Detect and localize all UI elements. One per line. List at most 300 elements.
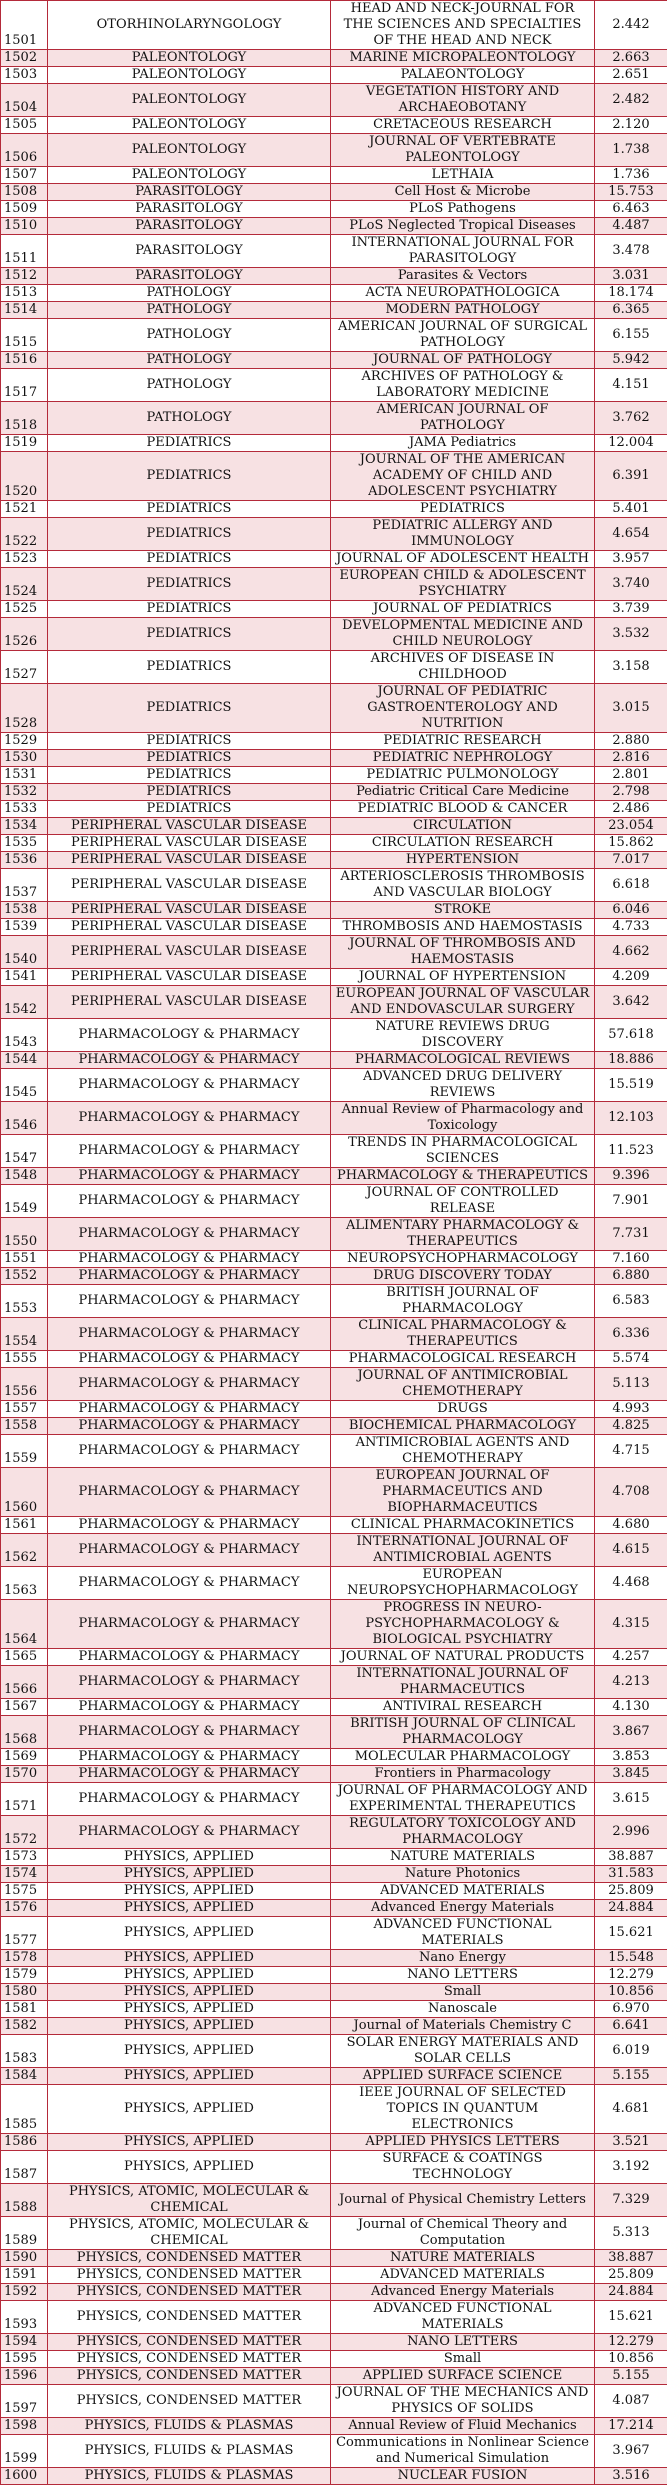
journal-name-cell: PEDIATRIC PULMONOLOGY [331, 767, 595, 784]
table-row [1, 218, 667, 235]
category-cell: PEDIATRICS [48, 750, 331, 767]
table-row [1, 2250, 667, 2267]
rank-cell: 1524 [1, 568, 48, 601]
rank-cell: 1591 [1, 2267, 48, 2284]
rank-cell: 1547 [1, 1135, 48, 1168]
table-row [1, 2184, 667, 2217]
rank-cell: 1523 [1, 551, 48, 568]
journal-name-cell: NANO LETTERS [331, 2334, 595, 2351]
table-row [1, 452, 667, 501]
rank-cell: 1531 [1, 767, 48, 784]
journal-name-cell: JOURNAL OF HYPERTENSION [331, 969, 595, 986]
rank-cell: 1516 [1, 352, 48, 369]
rank-cell: 1564 [1, 1600, 48, 1649]
rank-cell: 1510 [1, 218, 48, 235]
impact-factor-cell: 2.442 [595, 1, 667, 50]
journal-name-cell: JOURNAL OF PEDIATRICS [331, 601, 595, 618]
table-row [1, 601, 667, 618]
table-row [1, 2217, 667, 2250]
impact-factor-cell: 4.487 [595, 218, 667, 235]
rank-cell: 1548 [1, 1168, 48, 1185]
category-cell: PHARMACOLOGY & PHARMACY [48, 1168, 331, 1185]
table-row [1, 1600, 667, 1649]
table-row [1, 1168, 667, 1185]
table-row [1, 986, 667, 1019]
impact-factor-cell: 4.151 [595, 369, 667, 402]
journal-name-cell: ADVANCED MATERIALS [331, 2267, 595, 2284]
table-row [1, 2151, 667, 2184]
table-row [1, 117, 667, 134]
category-cell: PALEONTOLOGY [48, 84, 331, 117]
rank-cell: 1515 [1, 319, 48, 352]
journal-name-cell: PALAEONTOLOGY [331, 67, 595, 84]
table-row [1, 1967, 667, 1984]
category-cell: PHARMACOLOGY & PHARMACY [48, 1749, 331, 1766]
impact-factor-cell: 3.478 [595, 235, 667, 268]
impact-factor-cell: 10.856 [595, 1984, 667, 2001]
journal-name-cell: PEDIATRICS [331, 501, 595, 518]
impact-factor-cell: 3.015 [595, 684, 667, 733]
impact-factor-cell: 38.887 [595, 1849, 667, 1866]
impact-factor-cell: 7.731 [595, 1218, 667, 1251]
table-row [1, 784, 667, 801]
journal-name-cell: Advanced Energy Materials [331, 2284, 595, 2301]
rank-cell: 1501 [1, 1, 48, 50]
rank-cell: 1579 [1, 1967, 48, 1984]
category-cell: PHARMACOLOGY & PHARMACY [48, 1517, 331, 1534]
category-cell: PEDIATRICS [48, 518, 331, 551]
impact-factor-cell: 3.642 [595, 986, 667, 1019]
rank-cell: 1571 [1, 1783, 48, 1816]
rank-cell: 1597 [1, 2385, 48, 2418]
rank-cell: 1559 [1, 1435, 48, 1468]
impact-factor-cell: 15.621 [595, 2301, 667, 2334]
category-cell: PHARMACOLOGY & PHARMACY [48, 1600, 331, 1649]
impact-factor-cell: 2.816 [595, 750, 667, 767]
rank-cell: 1528 [1, 684, 48, 733]
table-row [1, 1418, 667, 1435]
journal-name-cell: REGULATORY TOXICOLOGY AND PHARMACOLOGY [331, 1816, 595, 1849]
rank-cell: 1522 [1, 518, 48, 551]
journal-name-cell: ARCHIVES OF PATHOLOGY & LABORATORY MEDICINE [331, 369, 595, 402]
table-row [1, 818, 667, 835]
table-row [1, 1517, 667, 1534]
journal-name-cell: PHARMACOLOGY & THERAPEUTICS [331, 1168, 595, 1185]
table-row [1, 1052, 667, 1069]
category-cell: PHARMACOLOGY & PHARMACY [48, 1069, 331, 1102]
impact-factor-cell: 3.521 [595, 2134, 667, 2151]
journal-name-cell: Nature Photonics [331, 1866, 595, 1883]
journal-name-cell: APPLIED SURFACE SCIENCE [331, 2068, 595, 2085]
category-cell: PERIPHERAL VASCULAR DISEASE [48, 852, 331, 869]
category-cell: PEDIATRICS [48, 501, 331, 518]
impact-factor-cell: 3.845 [595, 1766, 667, 1783]
rank-cell: 1572 [1, 1816, 48, 1849]
impact-factor-cell: 4.209 [595, 969, 667, 986]
journal-name-cell: JOURNAL OF PATHOLOGY [331, 352, 595, 369]
impact-factor-cell: 6.463 [595, 201, 667, 218]
journal-name-cell: PEDIATRIC BLOOD & CANCER [331, 801, 595, 818]
rank-cell: 1550 [1, 1218, 48, 1251]
impact-factor-cell: 5.155 [595, 2368, 667, 2385]
table-row [1, 352, 667, 369]
rank-cell: 1593 [1, 2301, 48, 2334]
category-cell: PARASITOLOGY [48, 235, 331, 268]
rank-cell: 1563 [1, 1567, 48, 1600]
journal-name-cell: SURFACE & COATINGS TECHNOLOGY [331, 2151, 595, 2184]
journal-name-cell: Annual Review of Fluid Mechanics [331, 2418, 595, 2435]
table-row [1, 235, 667, 268]
category-cell: PALEONTOLOGY [48, 50, 331, 67]
category-cell: PHARMACOLOGY & PHARMACY [48, 1435, 331, 1468]
category-cell: PHARMACOLOGY & PHARMACY [48, 1699, 331, 1716]
rank-cell: 1565 [1, 1649, 48, 1666]
journal-name-cell: Journal of Chemical Theory and Computation [331, 2217, 595, 2250]
journal-name-cell: APPLIED SURFACE SCIENCE [331, 2368, 595, 2385]
rank-cell: 1596 [1, 2368, 48, 2385]
table-row [1, 134, 667, 167]
category-cell: PHYSICS, CONDENSED MATTER [48, 2284, 331, 2301]
category-cell: PATHOLOGY [48, 402, 331, 435]
category-cell: PHARMACOLOGY & PHARMACY [48, 1251, 331, 1268]
category-cell: PARASITOLOGY [48, 201, 331, 218]
rank-cell: 1554 [1, 1318, 48, 1351]
table-row [1, 1866, 667, 1883]
category-cell: PHYSICS, CONDENSED MATTER [48, 2368, 331, 2385]
table-row [1, 684, 667, 733]
rank-cell: 1590 [1, 2250, 48, 2267]
journal-name-cell: ADVANCED FUNCTIONAL MATERIALS [331, 1917, 595, 1950]
category-cell: PERIPHERAL VASCULAR DISEASE [48, 936, 331, 969]
rank-cell: 1536 [1, 852, 48, 869]
journal-name-cell: ANTIMICROBIAL AGENTS AND CHEMOTHERAPY [331, 1435, 595, 1468]
journal-name-cell: JOURNAL OF CONTROLLED RELEASE [331, 1185, 595, 1218]
category-cell: PHYSICS, APPLIED [48, 2001, 331, 2018]
impact-factor-cell: 4.654 [595, 518, 667, 551]
table-row [1, 969, 667, 986]
journal-name-cell: LETHAIA [331, 167, 595, 184]
impact-factor-cell: 2.120 [595, 117, 667, 134]
impact-factor-cell: 6.641 [595, 2018, 667, 2035]
impact-factor-cell: 3.853 [595, 1749, 667, 1766]
rank-cell: 1526 [1, 618, 48, 651]
category-cell: PATHOLOGY [48, 285, 331, 302]
rank-cell: 1525 [1, 601, 48, 618]
journal-name-cell: DEVELOPMENTAL MEDICINE AND CHILD NEUROLOGY [331, 618, 595, 651]
table-row [1, 936, 667, 969]
journal-name-cell: MARINE MICROPALEONTOLOGY [331, 50, 595, 67]
table-row [1, 801, 667, 818]
table-body [1, 1, 667, 2485]
impact-factor-cell: 4.825 [595, 1418, 667, 1435]
category-cell: PHYSICS, CONDENSED MATTER [48, 2250, 331, 2267]
impact-factor-cell: 12.103 [595, 1102, 667, 1135]
rank-cell: 1558 [1, 1418, 48, 1435]
table-row [1, 919, 667, 936]
journal-name-cell: TRENDS IN PHARMACOLOGICAL SCIENCES [331, 1135, 595, 1168]
rank-cell: 1581 [1, 2001, 48, 2018]
table-row [1, 1783, 667, 1816]
category-cell: PHARMACOLOGY & PHARMACY [48, 1468, 331, 1517]
rank-cell: 1573 [1, 1849, 48, 1866]
table-row [1, 201, 667, 218]
table-row [1, 1401, 667, 1418]
impact-factor-cell: 24.884 [595, 2284, 667, 2301]
journal-name-cell: AMERICAN JOURNAL OF PATHOLOGY [331, 402, 595, 435]
rank-cell: 1545 [1, 1069, 48, 1102]
category-cell: PEDIATRICS [48, 733, 331, 750]
category-cell: PHARMACOLOGY & PHARMACY [48, 1567, 331, 1600]
impact-factor-cell: 2.486 [595, 801, 667, 818]
journal-name-cell: Nanoscale [331, 2001, 595, 2018]
journal-name-cell: ANTIVIRAL RESEARCH [331, 1699, 595, 1716]
journal-name-cell: ALIMENTARY PHARMACOLOGY & THERAPEUTICS [331, 1218, 595, 1251]
table-row [1, 518, 667, 551]
category-cell: PHARMACOLOGY & PHARMACY [48, 1368, 331, 1401]
table-row [1, 1666, 667, 1699]
impact-factor-cell: 3.740 [595, 568, 667, 601]
impact-factor-cell: 10.856 [595, 2351, 667, 2368]
table-row [1, 1, 667, 50]
rank-cell: 1577 [1, 1917, 48, 1950]
category-cell: PALEONTOLOGY [48, 67, 331, 84]
rank-cell: 1584 [1, 2068, 48, 2085]
rank-cell: 1508 [1, 184, 48, 201]
impact-factor-cell: 4.708 [595, 1468, 667, 1517]
category-cell: PHYSICS, APPLIED [48, 1849, 331, 1866]
rank-cell: 1533 [1, 801, 48, 818]
impact-factor-cell: 4.662 [595, 936, 667, 969]
category-cell: PHYSICS, APPLIED [48, 1967, 331, 1984]
category-cell: PERIPHERAL VASCULAR DISEASE [48, 818, 331, 835]
table-row [1, 2018, 667, 2035]
impact-factor-cell: 7.329 [595, 2184, 667, 2217]
category-cell: PHYSICS, CONDENSED MATTER [48, 2351, 331, 2368]
journal-name-cell: ADVANCED FUNCTIONAL MATERIALS [331, 2301, 595, 2334]
category-cell: PEDIATRICS [48, 568, 331, 601]
rank-cell: 1588 [1, 2184, 48, 2217]
category-cell: PHYSICS, FLUIDS & PLASMAS [48, 2418, 331, 2435]
rank-cell: 1543 [1, 1019, 48, 1052]
rank-cell: 1589 [1, 2217, 48, 2250]
table-row [1, 369, 667, 402]
impact-factor-cell: 2.880 [595, 733, 667, 750]
category-cell: PARASITOLOGY [48, 218, 331, 235]
rank-cell: 1580 [1, 1984, 48, 2001]
impact-factor-cell: 6.365 [595, 302, 667, 319]
category-cell: PALEONTOLOGY [48, 167, 331, 184]
impact-factor-cell: 6.583 [595, 1285, 667, 1318]
impact-factor-cell: 5.113 [595, 1368, 667, 1401]
table-row [1, 1435, 667, 1468]
impact-factor-cell: 7.901 [595, 1185, 667, 1218]
journal-name-cell: HEAD AND NECK-JOURNAL FOR THE SCIENCES AND SPECIALTIES OF THE HEAD AND NECK [331, 1, 595, 50]
category-cell: PHYSICS, ATOMIC, MOLECULAR & CHEMICAL [48, 2217, 331, 2250]
rank-cell: 1544 [1, 1052, 48, 1069]
impact-factor-cell: 2.651 [595, 67, 667, 84]
table-row [1, 1699, 667, 1716]
journal-name-cell: EUROPEAN JOURNAL OF VASCULAR AND ENDOVASCULAR SURGERY [331, 986, 595, 1019]
rank-cell: 1583 [1, 2035, 48, 2068]
table-row [1, 319, 667, 352]
rank-cell: 1539 [1, 919, 48, 936]
rank-cell: 1530 [1, 750, 48, 767]
table-row [1, 84, 667, 117]
category-cell: PHARMACOLOGY & PHARMACY [48, 1135, 331, 1168]
impact-factor-cell: 57.618 [595, 1019, 667, 1052]
impact-factor-cell: 6.155 [595, 319, 667, 352]
rank-cell: 1586 [1, 2134, 48, 2151]
impact-factor-cell: 4.257 [595, 1649, 667, 1666]
category-cell: PERIPHERAL VASCULAR DISEASE [48, 869, 331, 902]
table-row [1, 2134, 667, 2151]
category-cell: PALEONTOLOGY [48, 117, 331, 134]
journal-name-cell: PLoS Neglected Tropical Diseases [331, 218, 595, 235]
journal-name-cell: PEDIATRIC ALLERGY AND IMMUNOLOGY [331, 518, 595, 551]
rank-cell: 1569 [1, 1749, 48, 1766]
impact-factor-cell: 18.886 [595, 1052, 667, 1069]
category-cell: PHARMACOLOGY & PHARMACY [48, 1816, 331, 1849]
category-cell: PARASITOLOGY [48, 268, 331, 285]
table-row [1, 1984, 667, 2001]
category-cell: PHARMACOLOGY & PHARMACY [48, 1351, 331, 1368]
rank-cell: 1600 [1, 2468, 48, 2485]
journal-name-cell: CRETACEOUS RESEARCH [331, 117, 595, 134]
impact-factor-cell: 1.738 [595, 134, 667, 167]
journal-name-cell: JOURNAL OF PEDIATRIC GASTROENTEROLOGY AND NUTRITION [331, 684, 595, 733]
category-cell: PHYSICS, APPLIED [48, 1950, 331, 1967]
rank-cell: 1502 [1, 50, 48, 67]
table-row [1, 184, 667, 201]
impact-factor-cell: 15.862 [595, 835, 667, 852]
category-cell: PERIPHERAL VASCULAR DISEASE [48, 969, 331, 986]
category-cell: PHARMACOLOGY & PHARMACY [48, 1052, 331, 1069]
rank-cell: 1517 [1, 369, 48, 402]
impact-factor-cell: 4.468 [595, 1567, 667, 1600]
journal-name-cell: Nano Energy [331, 1950, 595, 1967]
rank-cell: 1553 [1, 1285, 48, 1318]
journal-name-cell: HYPERTENSION [331, 852, 595, 869]
impact-factor-cell: 5.401 [595, 501, 667, 518]
impact-factor-cell: 17.214 [595, 2418, 667, 2435]
journal-name-cell: PEDIATRIC NEPHROLOGY [331, 750, 595, 767]
category-cell: PEDIATRICS [48, 651, 331, 684]
impact-factor-cell: 3.967 [595, 2435, 667, 2468]
category-cell: PEDIATRICS [48, 801, 331, 818]
impact-factor-cell: 4.615 [595, 1534, 667, 1567]
rank-cell: 1561 [1, 1517, 48, 1534]
journal-name-cell: ARTERIOSCLEROSIS THROMBOSIS AND VASCULAR BIOLOGY [331, 869, 595, 902]
category-cell: PHARMACOLOGY & PHARMACY [48, 1418, 331, 1435]
rank-cell: 1540 [1, 936, 48, 969]
category-cell: PALEONTOLOGY [48, 134, 331, 167]
impact-factor-cell: 6.046 [595, 902, 667, 919]
category-cell: PEDIATRICS [48, 601, 331, 618]
table-row [1, 551, 667, 568]
category-cell: PHYSICS, APPLIED [48, 2151, 331, 2184]
journal-name-cell: Annual Review of Pharmacology and Toxicology [331, 1102, 595, 1135]
journal-name-cell: SOLAR ENERGY MATERIALS AND SOLAR CELLS [331, 2035, 595, 2068]
table-row [1, 1950, 667, 1967]
category-cell: PHARMACOLOGY & PHARMACY [48, 1534, 331, 1567]
journal-name-cell: Pediatric Critical Care Medicine [331, 784, 595, 801]
impact-factor-cell: 3.516 [595, 2468, 667, 2485]
journal-name-cell: APPLIED PHYSICS LETTERS [331, 2134, 595, 2151]
table-row [1, 1019, 667, 1052]
impact-factor-cell: 4.213 [595, 1666, 667, 1699]
rank-cell: 1520 [1, 452, 48, 501]
category-cell: PHYSICS, APPLIED [48, 2068, 331, 2085]
journal-name-cell: BRITISH JOURNAL OF CLINICAL PHARMACOLOGY [331, 1716, 595, 1749]
category-cell: PEDIATRICS [48, 684, 331, 733]
table-row [1, 268, 667, 285]
table-row [1, 1900, 667, 1917]
table-row [1, 50, 667, 67]
table-row [1, 2284, 667, 2301]
rank-cell: 1542 [1, 986, 48, 1019]
table-row [1, 435, 667, 452]
journal-name-cell: JOURNAL OF VERTEBRATE PALEONTOLOGY [331, 134, 595, 167]
rank-cell: 1506 [1, 134, 48, 167]
journal-name-cell: Journal of Physical Chemistry Letters [331, 2184, 595, 2217]
category-cell: PHYSICS, APPLIED [48, 1883, 331, 1900]
journal-name-cell: AMERICAN JOURNAL OF SURGICAL PATHOLOGY [331, 319, 595, 352]
journal-name-cell: JOURNAL OF ANTIMICROBIAL CHEMOTHERAPY [331, 1368, 595, 1401]
impact-factor-cell: 4.681 [595, 2085, 667, 2134]
journal-name-cell: MODERN PATHOLOGY [331, 302, 595, 319]
table-row [1, 2368, 667, 2385]
category-cell: PHYSICS, APPLIED [48, 2018, 331, 2035]
impact-factor-cell: 15.621 [595, 1917, 667, 1950]
table-row [1, 1567, 667, 1600]
table-row [1, 402, 667, 435]
table-row [1, 2068, 667, 2085]
rank-cell: 1595 [1, 2351, 48, 2368]
table-row [1, 2301, 667, 2334]
rank-cell: 1537 [1, 869, 48, 902]
journal-name-cell: Advanced Energy Materials [331, 1900, 595, 1917]
table-row [1, 2085, 667, 2134]
table-row [1, 302, 667, 319]
journal-name-cell: PROGRESS IN NEURO-PSYCHOPHARMACOLOGY & BIOLOGICAL PSYCHIATRY [331, 1600, 595, 1649]
category-cell: PHARMACOLOGY & PHARMACY [48, 1666, 331, 1699]
table-row [1, 869, 667, 902]
table-row [1, 1534, 667, 1567]
impact-factor-cell: 4.680 [595, 1517, 667, 1534]
impact-factor-cell: 2.996 [595, 1816, 667, 1849]
rank-cell: 1552 [1, 1268, 48, 1285]
impact-factor-cell: 3.532 [595, 618, 667, 651]
category-cell: OTORHINOLARYNGOLOGY [48, 1, 331, 50]
journal-name-cell: JOURNAL OF PHARMACOLOGY AND EXPERIMENTAL THERAPEUTICS [331, 1783, 595, 1816]
rank-cell: 1518 [1, 402, 48, 435]
impact-factor-cell: 7.017 [595, 852, 667, 869]
impact-factor-cell: 3.957 [595, 551, 667, 568]
impact-factor-cell: 3.762 [595, 402, 667, 435]
journal-name-cell: CLINICAL PHARMACOKINETICS [331, 1517, 595, 1534]
journal-name-cell: PLoS Pathogens [331, 201, 595, 218]
category-cell: PHARMACOLOGY & PHARMACY [48, 1285, 331, 1318]
impact-factor-cell: 15.753 [595, 184, 667, 201]
journal-name-cell: INTERNATIONAL JOURNAL FOR PARASITOLOGY [331, 235, 595, 268]
category-cell: PATHOLOGY [48, 369, 331, 402]
journal-name-cell: EUROPEAN NEUROPSYCHOPHARMACOLOGY [331, 1567, 595, 1600]
category-cell: PHYSICS, ATOMIC, MOLECULAR & CHEMICAL [48, 2184, 331, 2217]
table-row [1, 618, 667, 651]
table-row [1, 1816, 667, 1849]
rank-cell: 1562 [1, 1534, 48, 1567]
table-row [1, 750, 667, 767]
